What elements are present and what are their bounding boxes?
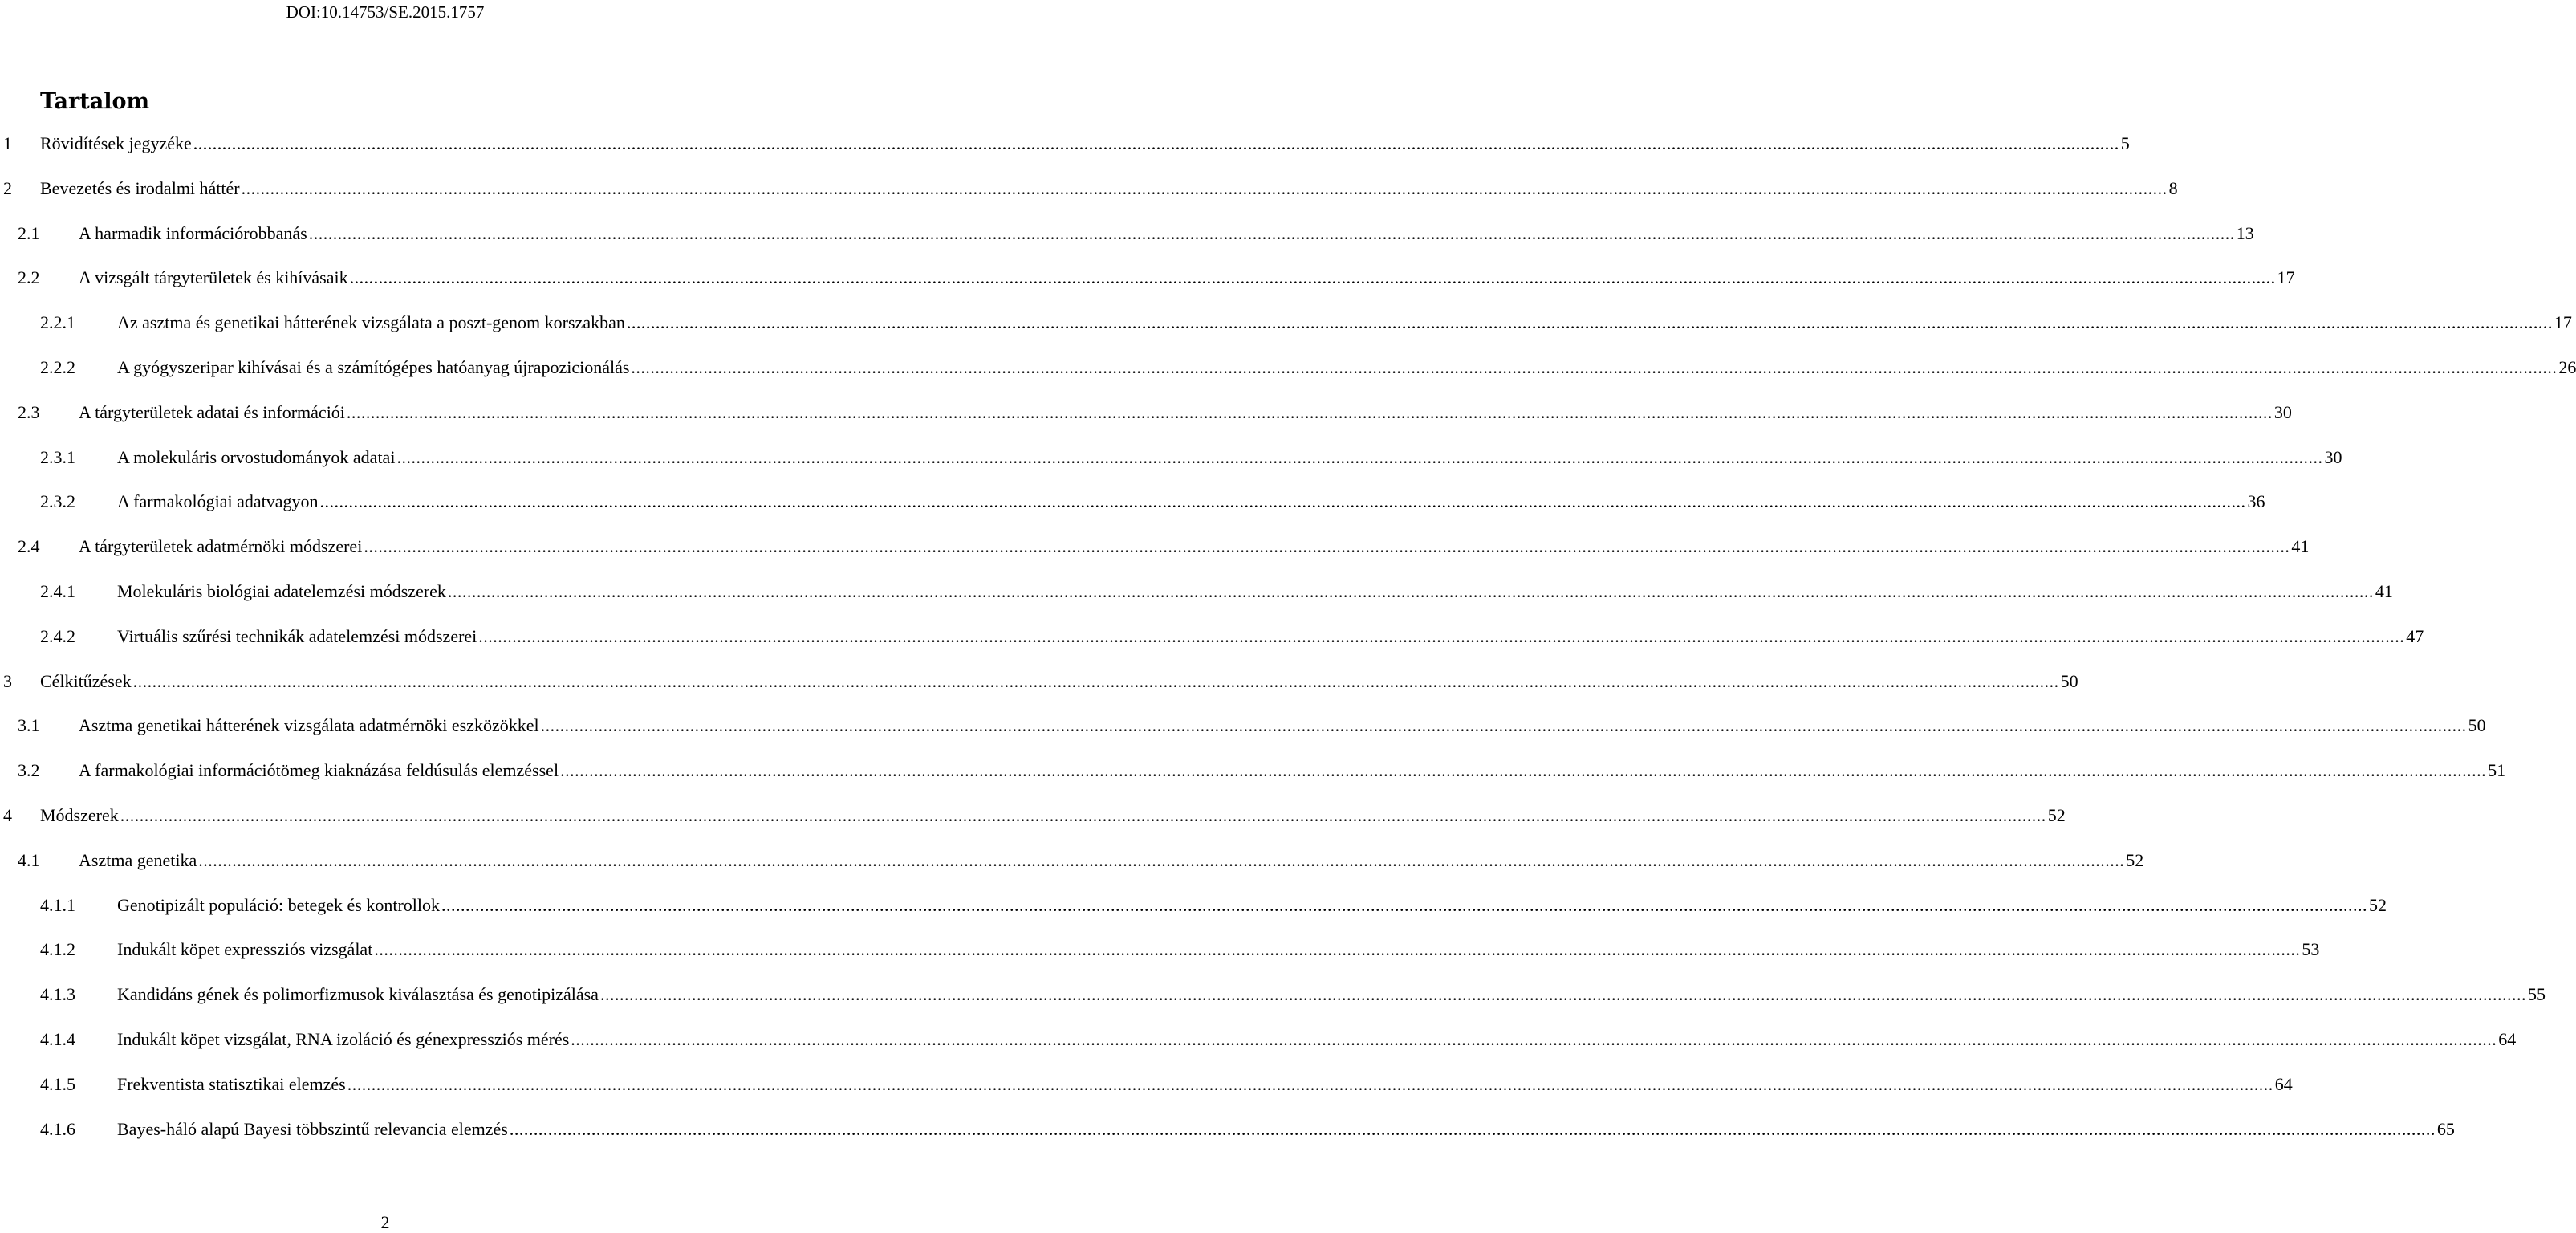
toc-entry-number: 2.3 — [18, 402, 40, 422]
toc-entry-number: 2.2.2 — [40, 357, 75, 377]
toc-entry-number: 2 — [3, 178, 12, 198]
toc-entry-number: 2.1 — [18, 223, 40, 243]
toc-entry-page: 52 — [2047, 805, 2066, 825]
toc-entry-title: A farmakológiai adatvagyon — [117, 491, 319, 511]
toc-entry[interactable] — [0, 892, 2387, 919]
toc-entry[interactable] — [0, 488, 2265, 515]
toc-dot-leader: ................................................................................................................................................................................................................................................................................................................................................................................................................ — [447, 581, 2374, 601]
toc-entry-number: 4.1.5 — [40, 1074, 75, 1094]
toc-entry-title: A farmakológiai információtömeg kiaknázása feldúsulás elemzéssel — [79, 760, 559, 780]
toc-dot-leader: ................................................................................................................................................................................................................................................................................................................................................................................................................ — [308, 223, 2235, 243]
toc-entry-title: Genotipizált populáció: betegek és kontrollok — [117, 895, 441, 915]
toc-entry[interactable] — [0, 623, 2424, 650]
toc-entry[interactable] — [0, 712, 2486, 739]
toc-entry[interactable] — [0, 802, 2066, 829]
toc-entry-page: 30 — [2324, 447, 2342, 467]
toc-entry-page: 30 — [2273, 402, 2292, 422]
toc-entry-title: Indukált köpet expressziós vizsgálat — [117, 939, 373, 959]
toc-entry-title: Kandidáns gének és polimorfizmusok kiválasztása és genotipizálása — [117, 984, 599, 1004]
toc-entry-page: 41 — [2375, 581, 2393, 601]
toc-entry-title: A tárgyterületek adatmérnöki módszerei — [79, 536, 363, 556]
toc-dot-leader: ................................................................................................................................................................................................................................................................................................................................................................................................................ — [571, 1029, 2497, 1049]
toc-entry-page: 17 — [2277, 267, 2295, 287]
toc-entry-title: Molekuláris biológiai adatelemzési módszerek — [117, 581, 446, 601]
toc-entry-page: 65 — [2436, 1119, 2455, 1139]
toc-entry[interactable] — [0, 1116, 2455, 1143]
toc-entry-page: 55 — [2527, 984, 2546, 1004]
toc-entry-title: Bayes-háló alapú Bayesi többszintű relevancia elemzés — [117, 1119, 508, 1139]
toc-entry[interactable] — [0, 533, 2310, 560]
toc-entry[interactable] — [0, 1071, 2293, 1098]
toc-title: Tartalom — [40, 89, 150, 114]
toc-entry-title: Rövidítések jegyzéke — [40, 133, 192, 153]
toc-entry-page: 36 — [2247, 491, 2265, 511]
toc-entry-title: Módszerek — [40, 805, 119, 825]
toc-entry[interactable] — [0, 175, 2178, 202]
toc-entry-page: 52 — [2126, 850, 2144, 870]
toc-entry-page: 64 — [2498, 1029, 2517, 1049]
toc-entry[interactable] — [0, 578, 2393, 605]
toc-entry[interactable] — [0, 399, 2292, 426]
toc-entry-title: Virtuális szűrési technikák adatelemzési módszerei — [117, 626, 477, 646]
toc-entry-title: A harmadik információrobbanás — [79, 223, 307, 243]
toc-entry-title: Bevezetés és irodalmi háttér — [40, 178, 240, 198]
toc-entry-title: Indukált köpet vizsgálat, RNA izoláció és génexpressziós mérés — [117, 1029, 570, 1049]
toc-entry[interactable] — [0, 220, 2254, 247]
toc-dot-leader: ................................................................................................................................................................................................................................................................................................................................................................................................................ — [193, 133, 2119, 153]
toc-dot-leader: ................................................................................................................................................................................................................................................................................................................................................................................................................ — [347, 1074, 2273, 1094]
toc-dot-leader: ................................................................................................................................................................................................................................................................................................................................................................................................................ — [599, 984, 2526, 1004]
toc-dot-leader: ................................................................................................................................................................................................................................................................................................................................................................................................................ — [374, 939, 2301, 959]
toc-entry-page: 26 — [2558, 357, 2576, 377]
doi-header: DOI:10.14753/SE.2015.1757 — [286, 2, 485, 22]
toc-entry-number: 2.4 — [18, 536, 40, 556]
toc-entry-number: 2.3.1 — [40, 447, 75, 467]
toc-entry[interactable] — [0, 354, 2576, 381]
toc-entry[interactable] — [0, 668, 2078, 695]
toc-entry[interactable] — [0, 981, 2546, 1008]
toc-entry-page: 64 — [2274, 1074, 2293, 1094]
toc-entry-title: Célkitűzések — [40, 671, 132, 691]
toc-dot-leader: ................................................................................................................................................................................................................................................................................................................................................................................................................ — [241, 178, 2168, 198]
toc-entry-title: Az asztma és genetikai hátterének vizsgálata a poszt-genom korszakban — [117, 312, 625, 332]
toc-dot-leader: ................................................................................................................................................................................................................................................................................................................................................................................................................ — [478, 626, 2405, 646]
toc-entry-number: 2.2 — [18, 267, 40, 287]
toc-entry-number: 2.3.2 — [40, 491, 75, 511]
toc-entry-number: 4.1.2 — [40, 939, 75, 959]
toc-entry-number: 3.2 — [18, 760, 40, 780]
toc-dot-leader: ................................................................................................................................................................................................................................................................................................................................................................................................................ — [319, 491, 2246, 511]
toc-entry-title: A molekuláris orvostudományok adatai — [117, 447, 396, 467]
toc-entry-number: 4 — [3, 805, 12, 825]
toc-dot-leader: ................................................................................................................................................................................................................................................................................................................................................................................................................ — [132, 671, 2059, 691]
toc-entry-title: A tárgyterületek adatai és információi — [79, 402, 345, 422]
toc-dot-leader: ................................................................................................................................................................................................................................................................................................................................................................................................................ — [198, 850, 2125, 870]
toc-entry[interactable] — [0, 309, 2572, 336]
toc-entry-number: 4.1.6 — [40, 1119, 75, 1139]
toc-entry-number: 2.4.1 — [40, 581, 75, 601]
toc-entry-page: 41 — [2291, 536, 2310, 556]
toc-dot-leader: ................................................................................................................................................................................................................................................................................................................................................................................................................ — [626, 312, 2553, 332]
toc-entry-page: 50 — [2468, 715, 2486, 735]
toc-entry-number: 4.1.4 — [40, 1029, 75, 1049]
toc-entry-number: 3.1 — [18, 715, 40, 735]
toc-entry-number: 4.1 — [18, 850, 40, 870]
toc-entry-page: 51 — [2488, 760, 2506, 780]
toc-entry-title: Frekventista statisztikai elemzés — [117, 1074, 346, 1094]
toc-entry-page: 17 — [2554, 312, 2572, 332]
toc-entry-page: 53 — [2302, 939, 2320, 959]
toc-dot-leader: ................................................................................................................................................................................................................................................................................................................................................................................................................ — [631, 357, 2558, 377]
toc-dot-leader: ................................................................................................................................................................................................................................................................................................................................................................................................................ — [441, 895, 2368, 915]
toc-entry-page: 13 — [2236, 223, 2254, 243]
toc-dot-leader: ................................................................................................................................................................................................................................................................................................................................................................................................................ — [396, 447, 2323, 467]
toc-entry-number: 3 — [3, 671, 12, 691]
toc-entry-title: A gyógyszeripar kihívásai és a számítógépes hatóanyag újrapozicionálás — [117, 357, 630, 377]
toc-entry-page: 50 — [2060, 671, 2078, 691]
toc-entry-title: A vizsgált tárgyterületek és kihívásaik — [79, 267, 348, 287]
page-number: 2 — [380, 1212, 390, 1232]
toc-entry-title: Asztma genetikai hátterének vizsgálata adatmérnöki eszközökkel — [79, 715, 539, 735]
toc-entry[interactable] — [0, 130, 2130, 157]
toc-entry[interactable] — [0, 936, 2320, 963]
toc-dot-leader: ................................................................................................................................................................................................................................................................................................................................................................................................................ — [120, 805, 2046, 825]
toc-entry-page: 5 — [2120, 133, 2130, 153]
toc-dot-leader: ................................................................................................................................................................................................................................................................................................................................................................................................................ — [540, 715, 2467, 735]
toc-entry-number: 2.4.2 — [40, 626, 75, 646]
toc-dot-leader: ................................................................................................................................................................................................................................................................................................................................................................................................................ — [349, 267, 2276, 287]
toc-entry[interactable] — [0, 444, 2342, 471]
toc-entry-number: 2.2.1 — [40, 312, 75, 332]
toc-entry-page: 52 — [2369, 895, 2387, 915]
toc-entry-number: 4.1.3 — [40, 984, 75, 1004]
toc-entry-number: 1 — [3, 133, 12, 153]
toc-entry[interactable] — [0, 1026, 2517, 1053]
toc-dot-leader: ................................................................................................................................................................................................................................................................................................................................................................................................................ — [346, 402, 2273, 422]
toc-entry-page: 8 — [2168, 178, 2178, 198]
toc-entry-title: Asztma genetika — [79, 850, 197, 870]
toc-entry[interactable] — [0, 847, 2144, 874]
toc-entry[interactable] — [0, 264, 2295, 291]
toc-entry-page: 47 — [2406, 626, 2424, 646]
toc-dot-leader: ................................................................................................................................................................................................................................................................................................................................................................................................................ — [364, 536, 2290, 556]
toc-dot-leader: ................................................................................................................................................................................................................................................................................................................................................................................................................ — [509, 1119, 2436, 1139]
toc-entry[interactable] — [0, 757, 2506, 784]
toc-dot-leader: ................................................................................................................................................................................................................................................................................................................................................................................................................ — [560, 760, 2487, 780]
toc-entry-number: 4.1.1 — [40, 895, 75, 915]
